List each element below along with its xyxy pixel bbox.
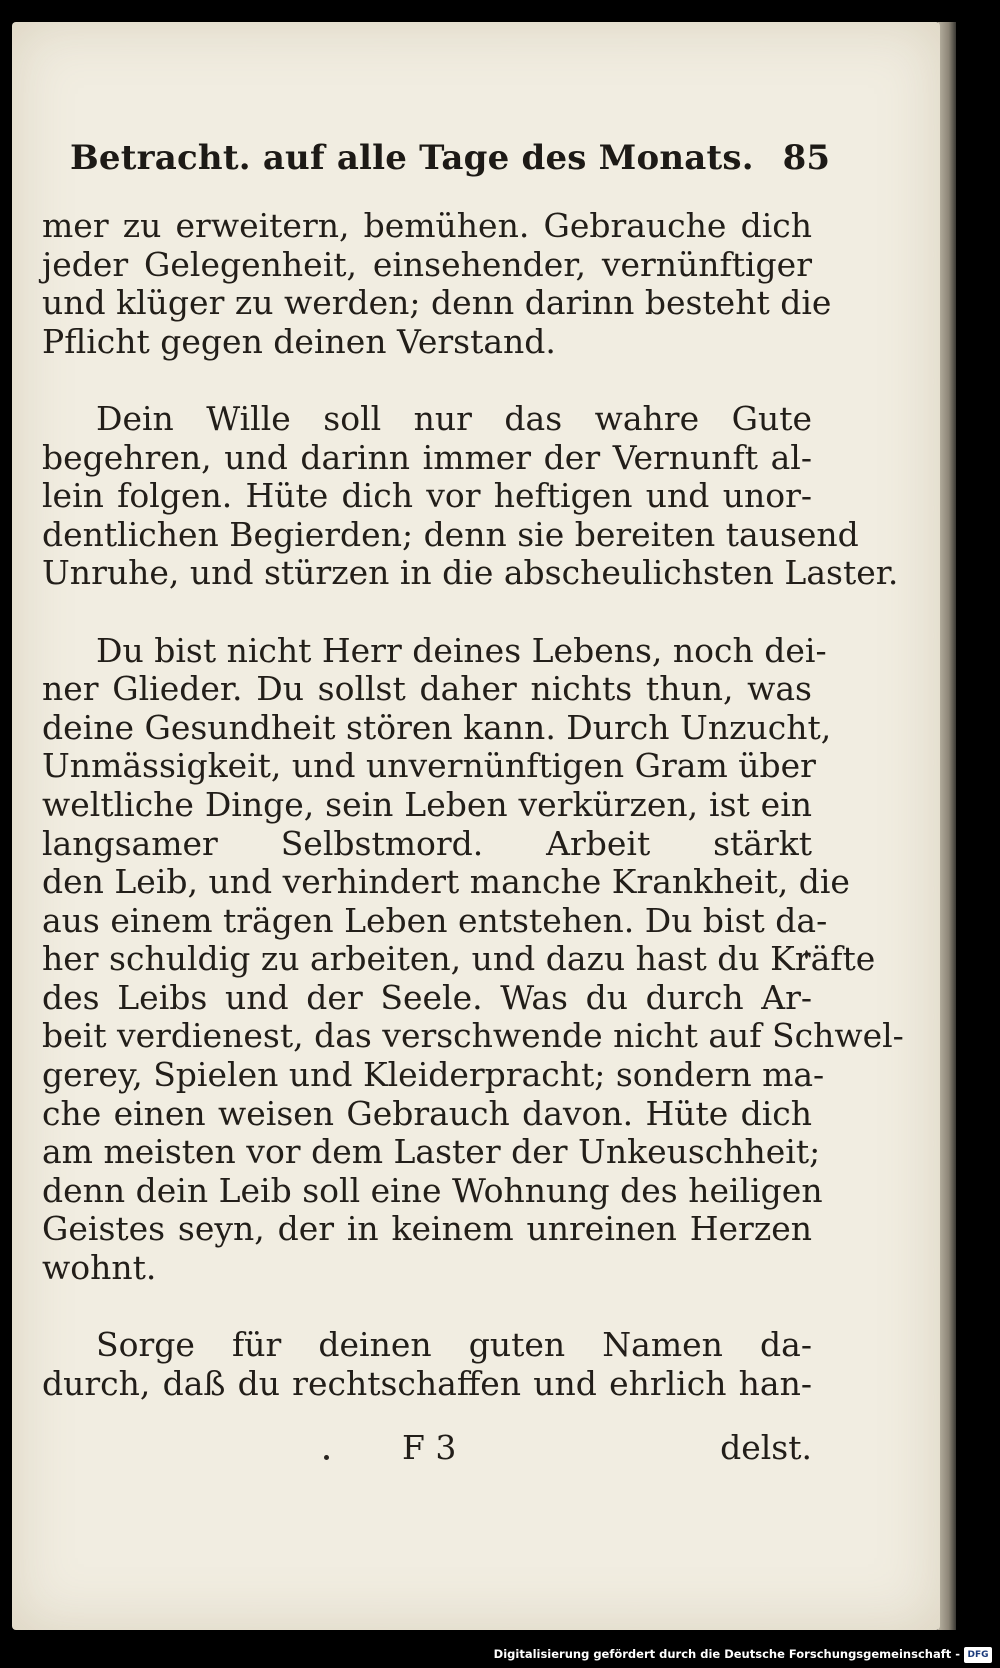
paragraph — [42, 630, 904, 1288]
page-edge — [938, 22, 956, 1630]
text-line: che einen weisen Gebrauch davon. Hüte dich — [42, 1093, 812, 1133]
paragraph — [42, 206, 832, 361]
text-line: mer zu erweitern, bemühen. Gebrauche dich — [42, 206, 812, 245]
text-line: Unmässigkeit, und unvernünftigen Gram über — [42, 746, 816, 786]
text-line: durch, daß du rechtschaffen und ehrlich han- — [42, 1363, 812, 1403]
running-head — [70, 138, 830, 188]
text-line: Sorge für deinen guten Namen da- — [96, 1325, 812, 1365]
text-line: wohnt. — [42, 1248, 157, 1288]
text-line: gerey, Spielen und Kleiderpracht; sondern ma- — [42, 1055, 825, 1095]
text-line: Du bist nicht Herr deines Lebens, noch dei- — [96, 630, 827, 670]
text-line: dentlichen Begierden; denn sie bereiten tausend — [42, 514, 859, 554]
page-footer — [42, 1428, 812, 1466]
paragraph — [42, 398, 899, 593]
text-line: den Leib, und verhindert manche Krankheit, die — [42, 862, 850, 902]
text-line: deine Gesundheit stören kann. Durch Unzucht, — [42, 707, 832, 747]
text-line: lein folgen. Hüte dich vor heftigen und unor- — [42, 476, 812, 516]
running-head-title: Betracht. auf alle Tage des Monats. — [70, 138, 754, 178]
text-line: her schuldig zu arbeiten, und dazu hast du Kräfte — [42, 939, 876, 979]
text-line: Geistes seyn, der in keinem unreinen Herzen — [42, 1209, 812, 1249]
text-line: weltliche Dinge, sein Leben verkürzen, ist ein — [42, 784, 812, 824]
paragraph — [42, 1326, 812, 1403]
text-line: Unruhe, und stürzen in die abscheulichsten Laster. — [42, 553, 899, 593]
text-line: ner Glieder. Du sollst daher nichts thun, was — [42, 669, 812, 709]
dfg-logo: DFG — [964, 1647, 992, 1663]
body-text — [42, 206, 904, 1403]
text-line: jeder Gelegenheit, einsehender, vernünftiger — [42, 244, 812, 284]
digitization-credit: Digitalisierung gefördert durch die Deutsche Forschungsgemeinschaft - — [493, 1647, 960, 1661]
catchword: delst. — [720, 1428, 812, 1467]
text-line: aus einem trägen Leben entstehen. Du bist da- — [42, 900, 828, 940]
text-line: beit verdienest, das verschwende nicht auf Schwel- — [42, 1016, 904, 1056]
text-line: denn dein Leib soll eine Wohnung des heiligen — [42, 1170, 823, 1210]
text-line: begehren, und darinn immer der Vernunft al- — [42, 437, 812, 477]
text-line: am meisten vor dem Laster der Unkeuschheit; — [42, 1132, 821, 1172]
text-line: Dein Wille soll nur das wahre Gute — [96, 398, 812, 438]
text-line: und klüger zu werden; denn darinn besteht die — [42, 283, 832, 323]
signature-mark: F 3 — [402, 1428, 457, 1467]
text-line: langsamer Selbstmord. Arbeit stärkt — [42, 823, 812, 863]
text-line: des Leibs und der Seele. Was du durch Ar- — [42, 977, 812, 1017]
text-line: Pflicht gegen deinen Verstand. — [42, 321, 556, 361]
page-number: 85 — [782, 138, 830, 178]
digitization-credit-bar — [0, 1644, 1000, 1668]
